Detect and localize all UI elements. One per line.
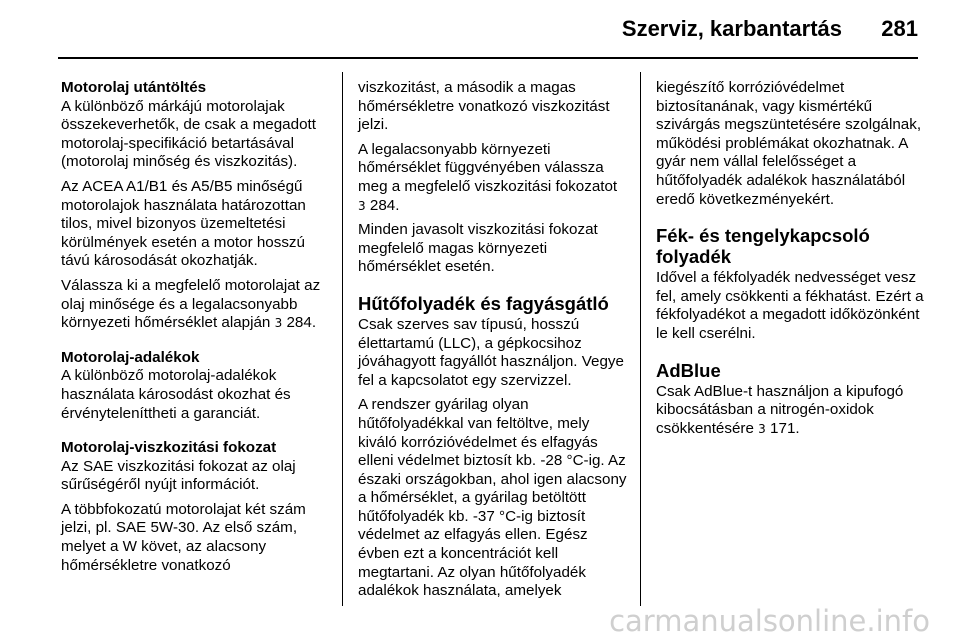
paragraph: Minden javasolt viszkozitási fokozat megfelelő magas környezeti hőmérséklet esetén.: [358, 221, 598, 276]
paragraph: Csak szerves sav típusú, hosszú élettartamú (LLC), a gépkocsihoz jóváhagyott fagyállót használjon. Vegye fel a kapcsolatot egy szervizzel.: [358, 315, 624, 389]
paragraph: Az ACEA A1/B1 és A5/B5 minőségű motorolajok használata határozottan tilos, mivel bizonyos üzemeltetési körülmények esetén a motor hosszú távú károsodását okozhatják.: [61, 177, 306, 270]
column-3: [656, 79, 928, 444]
page-ref-link[interactable]: 284.: [369, 196, 400, 214]
paragraph: A többfokozatú motorolajat két szám jelzi, pl. SAE 5W-30. Az első szám, melyet a W követ, az alacsony hőmérsékletre vonatkozó: [61, 500, 306, 574]
page-ref-arrow-icon: 3: [758, 421, 766, 436]
watermark: carmanualsonline.info: [609, 604, 930, 638]
paragraph: A különböző motorolaj-adalékok használata károsodást okozhat és érvényteleníttheti a garanciát.: [61, 367, 291, 422]
paragraph: Csak AdBlue-t használjon a kipufogó kibocsátásban a nitrogén-oxidok csökkentésére 3 171.: [656, 382, 904, 437]
section-heading-coolant: Hűtőfolyadék és fagyásgátló: [358, 292, 609, 314]
paragraph: Az SAE viszkozitási fokozat az olaj sűrűségéről nyújt információt.: [61, 457, 296, 494]
column-divider-1: [342, 72, 343, 606]
page-title: Szerviz, karbantartás: [621, 16, 842, 41]
header-rule: [58, 57, 918, 59]
page-ref-link[interactable]: 284.: [286, 314, 317, 332]
page-ref-arrow-icon: 3: [358, 198, 366, 213]
section-heading-adblue: AdBlue: [656, 359, 721, 381]
section-heading-viscosity: Motorolaj-viszkozitási fokozat: [61, 439, 277, 457]
paragraph: A rendszer gyárilag olyan hűtőfolyadékkal van feltöltve, mely kiváló korrózióvédelmet és elfagyás elleni védelmet biztosít kb. -28 °C-ig. Az északi országokban, ahol igen alacsony a hőmérséklet, a gyárilag betöltött hűtőfolyadék kb. -37 °C-ig biztosít védelmet az elfagyás ellen. Egész évben ezt a koncentrációt kell megtartani. Az olyan hűtőfolyadék adalékok használata, amelyek: [358, 396, 627, 600]
column-divider-2: [640, 72, 641, 606]
section-heading-oil-additives: Motorolaj-adalékok: [61, 348, 200, 366]
section-heading-oil-refill: Motorolaj utántöltés: [61, 79, 207, 96]
page-ref-arrow-icon: 3: [274, 316, 283, 331]
column-2: [358, 79, 628, 607]
paragraph: Idővel a fékfolyadék nedvességet vesz fel, amely csökkenti a fékhatást. Ezért a fékfolyadékot a megadott időközönként le kell cserélni.: [656, 269, 924, 342]
column-1: [61, 79, 331, 581]
paragraph: viszkozitást, a második a magas hőmérsékletre vonatkozó viszkozitást jelzi.: [358, 79, 610, 134]
paragraph: Válassza ki a megfelelő motorolajat az olaj minősége és a legalacsonyabb környezeti hőmérséklet alapján 3 284.: [61, 276, 321, 332]
page-number: 281: [881, 16, 918, 41]
paragraph: A legalacsonyabb környezeti hőmérséklet függvényében válassza meg a megfelelő viszkozitási fokozatot 3 284.: [358, 140, 618, 214]
paragraph: A különböző márkájú motorolajak összekeverhetők, de csak a megadott motorolaj-specifikáció betartásával (motorolaj minőség és viszkozitás).: [61, 97, 316, 171]
section-heading-brake-fluid: Fék- és tengelykapcsoló folyadék: [656, 225, 870, 268]
page-header: [0, 0, 960, 60]
page-ref-link[interactable]: 171.: [770, 419, 800, 437]
paragraph: kiegészítő korrózióvédelmet biztosítanának, vagy kismértékű szivárgás megszüntetésére szolgálnak, működési problémákat okozhatnak. A gyár nem vállal felelősséget a hűtőfolyadék adalékok használatából eredő következményekért.: [656, 79, 922, 208]
